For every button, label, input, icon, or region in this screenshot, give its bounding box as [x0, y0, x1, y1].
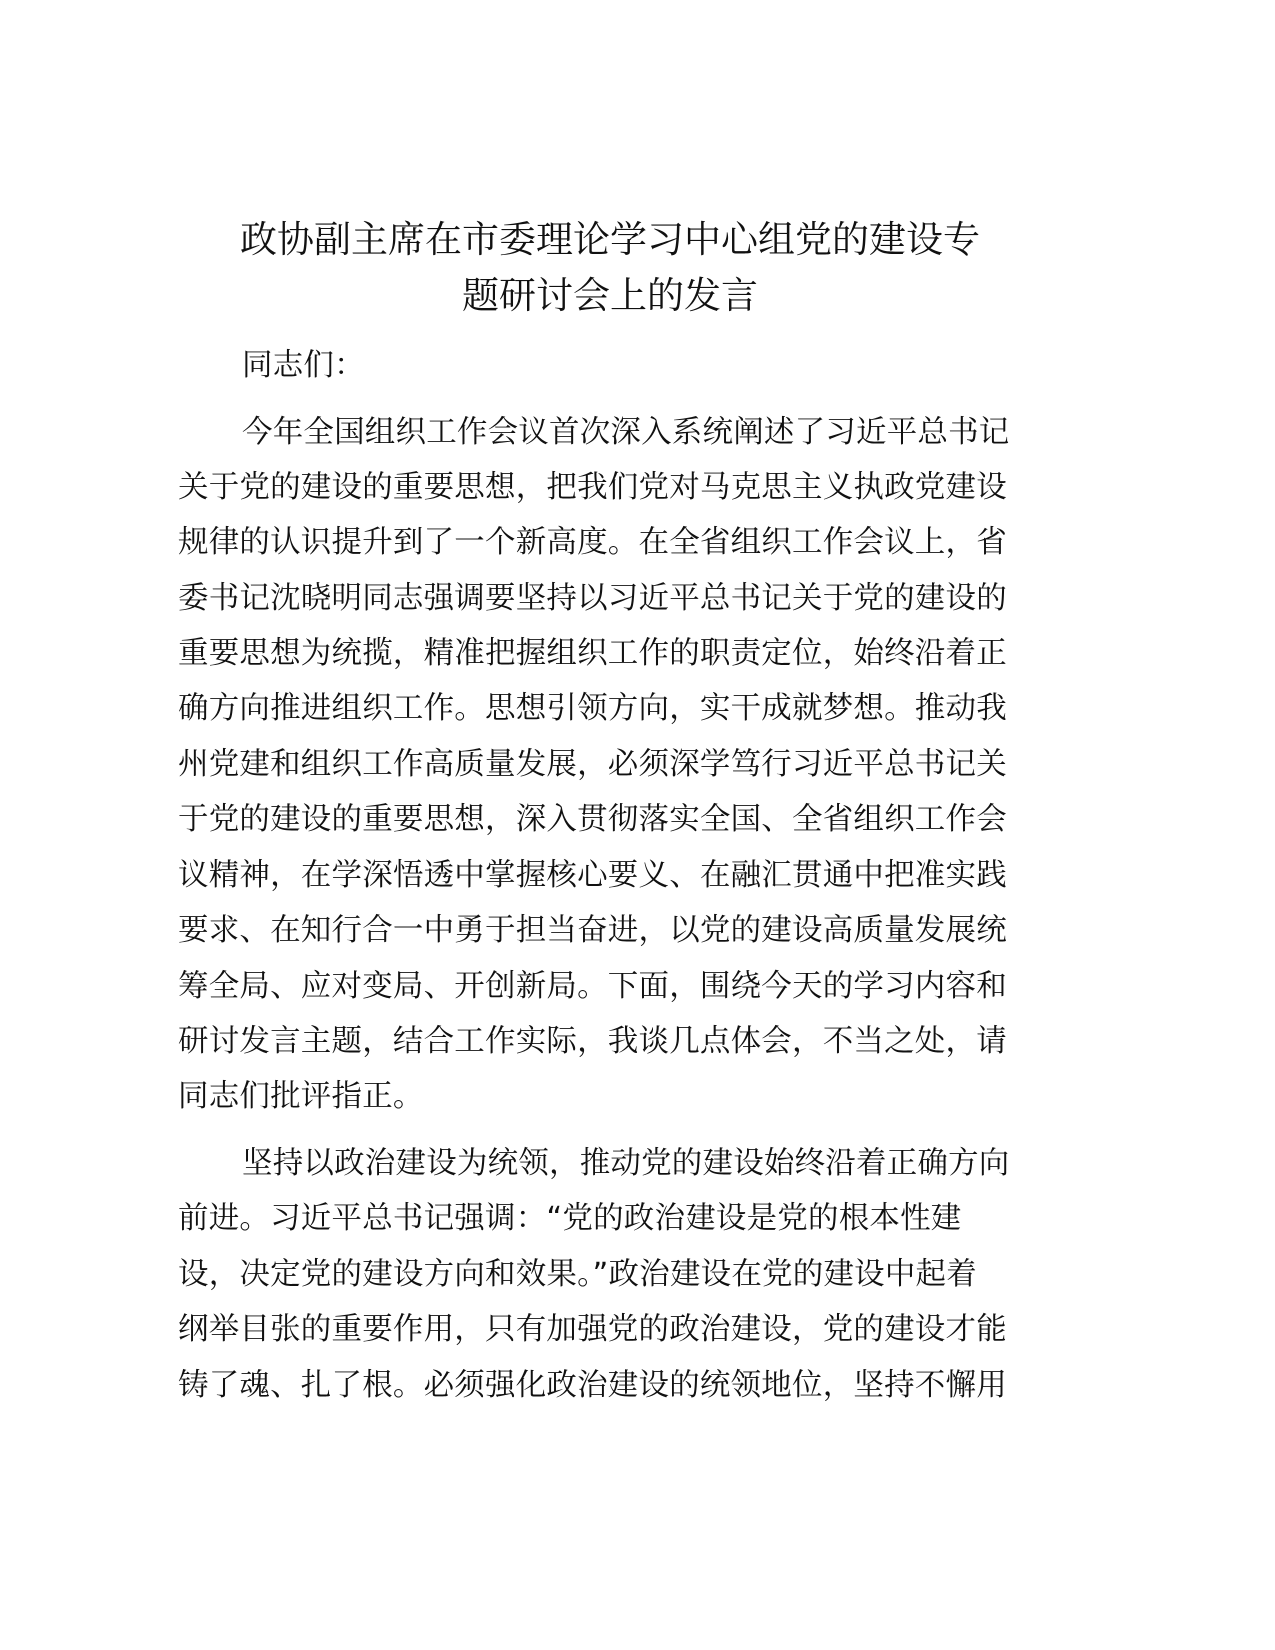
paragraph-line: 州党建和组织工作高质量发展，必须深学笃行习近平总书记关 — [178, 747, 1007, 782]
paragraph-line: 重要思想为统揽，精准把握组织工作的职责定位，始终沿着正 — [178, 636, 1007, 671]
paragraph-line: 今年全国组织工作会议首次深入系统阐述了习近平总书记 — [242, 415, 1010, 450]
paragraph-line: 规律的认识提升到了一个新高度。在全省组织工作会议上，省 — [178, 525, 1007, 560]
title-line-1: 政协副主席在市委理论学习中心组党的建设专 — [240, 218, 980, 261]
paragraph-line: 纲举目张的重要作用，只有加强党的政治建设，党的建设才能 — [178, 1312, 1007, 1347]
title-line-2: 题研讨会上的发言 — [462, 274, 758, 317]
paragraph-line: 要求、在知行合一中勇于担当奋进，以党的建设高质量发展统 — [178, 913, 1007, 948]
paragraph-line: 委书记沈晓明同志强调要坚持以习近平总书记关于党的建设的 — [178, 581, 1007, 616]
paragraph-line: 研讨发言主题，结合工作实际，我谈几点体会，不当之处，请 — [178, 1024, 1007, 1059]
paragraph-line: 铸了魂、扎了根。必须强化政治建设的统领地位，坚持不懈用 — [178, 1368, 1007, 1403]
paragraph-line: 同志们批评指正。 — [178, 1079, 424, 1114]
paragraph-line: 筹全局、应对变局、开创新局。下面，围绕今天的学习内容和 — [178, 969, 1007, 1004]
paragraph-line: 于党的建设的重要思想，深入贯彻落实全国、全省组织工作会 — [178, 802, 1007, 837]
paragraph-line: 设，决定党的建设方向和效果。”政治建设在党的建设中起着 — [178, 1257, 977, 1292]
paragraph-line: 关于党的建设的重要思想，把我们党对马克思主义执政党建设 — [178, 470, 1007, 505]
paragraph-line: 议精神，在学深悟透中掌握核心要义、在融汇贯通中把准实践 — [178, 858, 1007, 893]
paragraph-line: 前进。习近平总书记强调：“党的政治建设是党的根本性建 — [178, 1201, 962, 1236]
paragraph-line: 坚持以政治建设为统领，推动党的建设始终沿着正确方向 — [242, 1146, 1010, 1181]
paragraph-line: 确方向推进组织工作。思想引领方向，实干成就梦想。推动我 — [178, 691, 1007, 726]
salutation: 同志们： — [242, 348, 365, 383]
